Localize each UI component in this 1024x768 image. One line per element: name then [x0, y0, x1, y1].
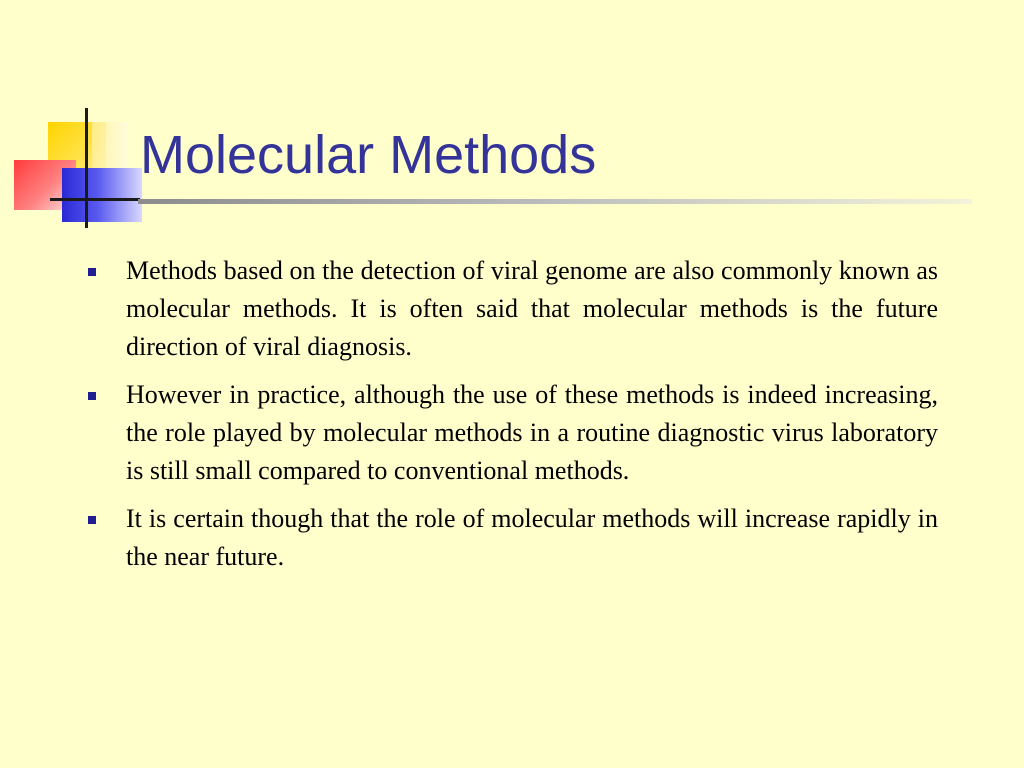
bullet-item	[88, 376, 938, 490]
bullet-text: Methods based on the detection of viral genome are also commonly known as molecular methods. It is often said that molecular methods is the future direction of viral diagnosis.	[126, 256, 938, 361]
logo-vertical-line	[85, 108, 88, 228]
bullet-text: However in practice, although the use of these methods is indeed increasing, the role played by molecular methods in a routine diagnostic virus laboratory is still small compared to conventional methods.	[126, 380, 938, 485]
square-bullet-icon	[88, 376, 126, 400]
decorative-squares-logo	[0, 0, 160, 240]
blue-square	[62, 168, 142, 222]
logo-horizontal-line	[50, 198, 140, 201]
title-underline-rule	[138, 199, 972, 204]
bullet-text: It is certain though that the role of molecular methods will increase rapidly in the near future.	[126, 504, 938, 571]
bullet-list	[88, 252, 938, 586]
square-bullet-icon	[88, 500, 126, 524]
slide-title: Molecular Methods	[140, 125, 597, 185]
square-bullet-icon	[88, 252, 126, 276]
bullet-item	[88, 500, 938, 576]
bullet-item	[88, 252, 938, 366]
light-yellow-square	[92, 122, 128, 170]
